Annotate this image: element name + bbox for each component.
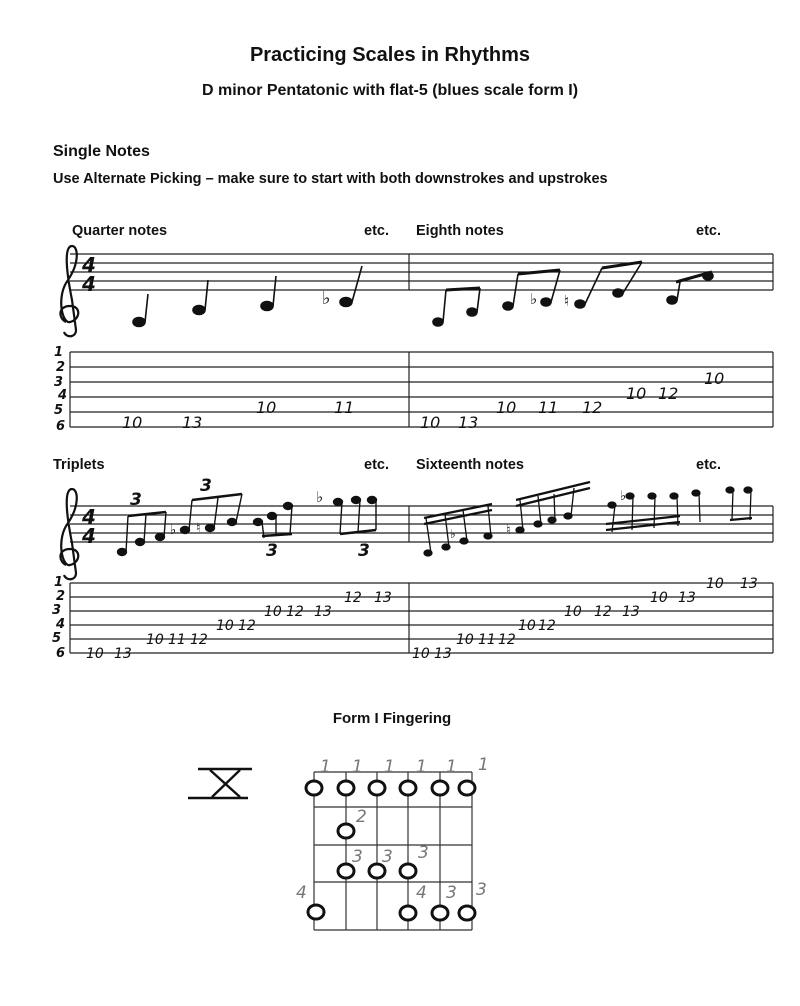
note-head <box>133 318 145 327</box>
tab-fret: 10 <box>412 646 430 662</box>
tab-fret: 12 <box>594 604 612 620</box>
tab-fret: 12 <box>286 604 304 620</box>
tab-fret: 10 <box>122 413 143 432</box>
note-stem <box>145 294 148 322</box>
string-number: 1 <box>54 345 64 360</box>
time-sig-top: 4 <box>82 505 96 529</box>
natural-sign: ♮ <box>196 521 201 536</box>
treble-clef <box>60 489 78 579</box>
roman-numeral-icon <box>188 769 252 798</box>
tab-fret: 13 <box>458 413 479 432</box>
tab-fret: 10 <box>420 413 441 432</box>
tab-fret: 10 <box>146 632 164 648</box>
note-head <box>193 306 205 315</box>
string-number: 4 <box>56 617 66 632</box>
tab-fret: 12 <box>658 384 679 403</box>
finger-number: 3 <box>418 843 429 863</box>
note-head <box>575 300 585 308</box>
tab-fret: 12 <box>344 590 362 606</box>
tab-fret: 10 <box>456 632 474 648</box>
tab-fret: 10 <box>706 576 724 592</box>
flat-sign: ♭ <box>620 489 627 504</box>
staff-1 <box>70 254 773 290</box>
finger-number: 3 <box>476 880 487 900</box>
triplet-mark: 3 <box>266 541 278 561</box>
label-etc: etc. <box>364 223 389 239</box>
tab-fret: 13 <box>434 646 452 662</box>
tab-fret: 10 <box>564 604 582 620</box>
label-sixteenth-notes: Sixteenth notes <box>416 457 524 473</box>
finger-number: 3 <box>382 847 393 867</box>
tab-fret: 10 <box>264 604 282 620</box>
tab-fret: 12 <box>582 398 603 417</box>
tab-fret: 10 <box>518 618 536 634</box>
triplet-mark: 3 <box>130 490 142 510</box>
finger-number: 1 <box>320 757 331 777</box>
page-subtitle: D minor Pentatonic with flat-5 (blues scale form I) <box>201 82 579 99</box>
triplet-mark: 3 <box>200 476 212 496</box>
fretboard-diagram <box>314 772 472 930</box>
flat-sign: ♭ <box>530 290 538 308</box>
note-head <box>541 298 551 306</box>
section-instruction: Use Alternate Picking – make sure to start with both downstrokes and upstrokes <box>53 171 608 187</box>
label-etc: etc. <box>696 457 721 473</box>
natural-sign: ♮ <box>506 523 511 538</box>
flat-sign: ♭ <box>316 488 324 506</box>
string-number: 2 <box>56 360 66 375</box>
string-number: 2 <box>56 589 66 604</box>
tab-fret: 12 <box>190 632 208 648</box>
label-etc: etc. <box>364 457 389 473</box>
finger-number: 4 <box>416 883 427 903</box>
tab-fret: 10 <box>626 384 647 403</box>
time-sig-bottom: 4 <box>82 524 96 548</box>
tab-fret: 13 <box>678 590 696 606</box>
section-heading: Single Notes <box>53 143 150 160</box>
triplet-mark: 3 <box>358 541 370 561</box>
tab-fret: 12 <box>538 618 556 634</box>
tab-fret: 10 <box>86 646 104 662</box>
tab-fret: 11 <box>334 398 355 417</box>
label-etc: etc. <box>696 223 721 239</box>
tab-fret: 10 <box>216 618 234 634</box>
tab-fret: 13 <box>114 646 132 662</box>
tab-fret: 12 <box>238 618 256 634</box>
form-label: Form I Fingering <box>332 710 452 727</box>
finger-number: 4 <box>296 883 307 903</box>
finger-number: 3 <box>352 847 363 867</box>
tab-fret: 11 <box>478 632 496 648</box>
tab-fret: 10 <box>650 590 668 606</box>
tab-fret: 11 <box>168 632 186 648</box>
tab-fret: 10 <box>496 398 517 417</box>
tab-fret: 13 <box>622 604 640 620</box>
page-title: Practicing Scales in Rhythms <box>249 44 531 66</box>
tab-fret: 11 <box>538 398 559 417</box>
note-stem <box>205 280 208 310</box>
natural-sign: ♮ <box>564 292 570 310</box>
note-head <box>340 298 352 307</box>
tab-fret: 13 <box>314 604 332 620</box>
string-number: 3 <box>52 603 62 618</box>
string-number: 6 <box>56 646 66 661</box>
note-head <box>503 302 513 310</box>
label-eighth-notes: Eighth notes <box>416 223 504 239</box>
string-number: 4 <box>58 388 68 403</box>
tab-fret: 10 <box>256 398 277 417</box>
flat-sign: ♭ <box>170 523 177 538</box>
note-head <box>467 308 477 316</box>
string-number: 1 <box>54 575 64 590</box>
treble-clef <box>60 246 78 336</box>
label-triplets: Triplets <box>53 457 105 473</box>
finger-number: 1 <box>352 757 363 777</box>
flat-sign: ♭ <box>322 288 331 309</box>
flat-sign: ♭ <box>450 527 456 541</box>
string-number: 5 <box>52 631 62 646</box>
finger-number: 1 <box>478 755 489 775</box>
finger-number: 1 <box>416 757 427 777</box>
tab-fret: 13 <box>374 590 392 606</box>
note-head <box>613 289 623 297</box>
label-quarter-notes: Quarter notes <box>72 223 168 239</box>
note-head <box>261 302 273 311</box>
tab-fret: 12 <box>498 632 516 648</box>
time-sig-bottom: 4 <box>82 272 96 296</box>
string-number: 3 <box>54 375 64 390</box>
tab-fret: 10 <box>704 369 725 388</box>
finger-number: 3 <box>446 883 457 903</box>
string-number: 5 <box>54 403 64 418</box>
roman-numeral-text: I <box>0 0 1 1</box>
tab-fret: 13 <box>740 576 758 592</box>
finger-number: 1 <box>446 757 457 777</box>
tab-fret: 13 <box>182 413 203 432</box>
string-number: 6 <box>56 419 66 434</box>
note-head <box>433 318 443 326</box>
time-sig-top: 4 <box>82 253 96 277</box>
finger-number: 2 <box>356 807 367 827</box>
finger-number: 1 <box>384 757 395 777</box>
note-head <box>667 296 677 304</box>
